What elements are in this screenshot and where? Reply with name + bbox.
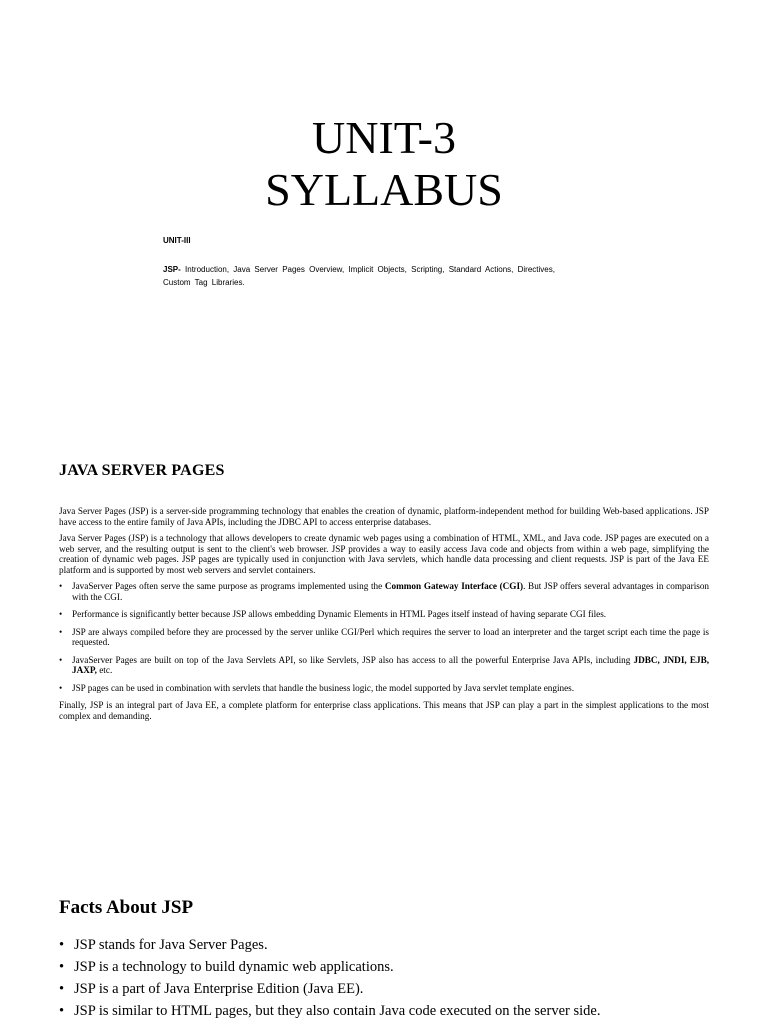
jsp-paragraph-1: Java Server Pages (JSP) is a server-side programming technology that enables the creation of dynamic, platform-independent method for building Web-based applications. JSP have access to the entire family of Java APIs, including the JDBC API to access enterprise databases. — [59, 506, 709, 527]
jsp-advantages-list — [59, 581, 709, 693]
facts-list — [59, 934, 739, 1022]
syllabus-topics: Introduction, Java Server Pages Overview, Implicit Objects, Scripting, Standard Actions, Directives, Custom Tag Libraries. — [163, 265, 555, 287]
list-item — [59, 655, 709, 676]
title-line-unit: UNIT-3 — [312, 112, 456, 163]
bullet-text: JavaServer Pages often serve the same purpose as programs implemented using the — [72, 581, 385, 591]
list-item: • JSP is a technology to build dynamic web applications. — [59, 956, 739, 978]
syllabus-heading: UNIT-III — [163, 236, 191, 245]
list-item: • JSP pages can be used in combination with servlets that handle the business logic, the model supported by Java servlet template engines. — [59, 683, 709, 694]
bullet-bold-text: JDBC, JNDI, EJB, JAXP, — [72, 654, 709, 675]
list-item: • JSP is a part of Java Enterprise Edition (Java EE). — [59, 978, 739, 1000]
page-title — [0, 112, 768, 216]
jsp-paragraph-3: Finally, JSP is an integral part of Java EE, a complete platform for enterprise class applications. This means that JSP can play a part in the simplest applications to the most complex and demanding. — [59, 700, 709, 721]
syllabus-content — [163, 263, 583, 289]
facts-heading: Facts About JSP — [59, 897, 194, 918]
syllabus-label: JSP- — [163, 265, 181, 274]
list-item: • JSP are always compiled before they are processed by the server unlike CGI/Perl which requires the server to load an interpreter and the target script each time the page is requested. — [59, 627, 709, 648]
title-line-syllabus: SYLLABUS — [265, 164, 503, 215]
bullet-bold-text: Common Gateway Interface (CGI) — [384, 581, 524, 591]
list-item: • Performance is significantly better because JSP allows embedding Dynamic Elements in HTML Pages itself instead of having separate CGI files. — [59, 609, 709, 620]
bullet-text: JavaServer Pages are built on top of the Java Servlets API, so like Servlets, JSP also has access to all the powerful Enterprise Java APIs, including — [72, 654, 634, 665]
bullet-text: etc. — [96, 665, 113, 675]
list-item: • JSP is similar to HTML pages, but they also contain Java code executed on the server side. — [59, 1000, 739, 1022]
jsp-paragraph-2: Java Server Pages (JSP) is a technology that allows developers to create dynamic web pages using a combination of HTML, XML, and Java code. JSP pages are executed on a web server, and the resulting output is sent to the client's web browser. JSP provides a way to easily access Java code and objects from within a web page, simplifying the creation of dynamic web pages. JSP pages are typically used in conjunction with Java servlets, which handle data processing and client requests. JSP is part of the Java EE platform and is supported by most web servers and servlet containers. — [59, 533, 709, 575]
list-item — [59, 581, 709, 602]
list-item: • JSP stands for Java Server Pages. — [59, 934, 739, 956]
jsp-section-heading: JAVA SERVER PAGES — [59, 462, 225, 479]
jsp-section-body — [59, 506, 709, 727]
bullet-text: . But JSP offers several advantages in comparison with the CGI. — [72, 581, 710, 602]
